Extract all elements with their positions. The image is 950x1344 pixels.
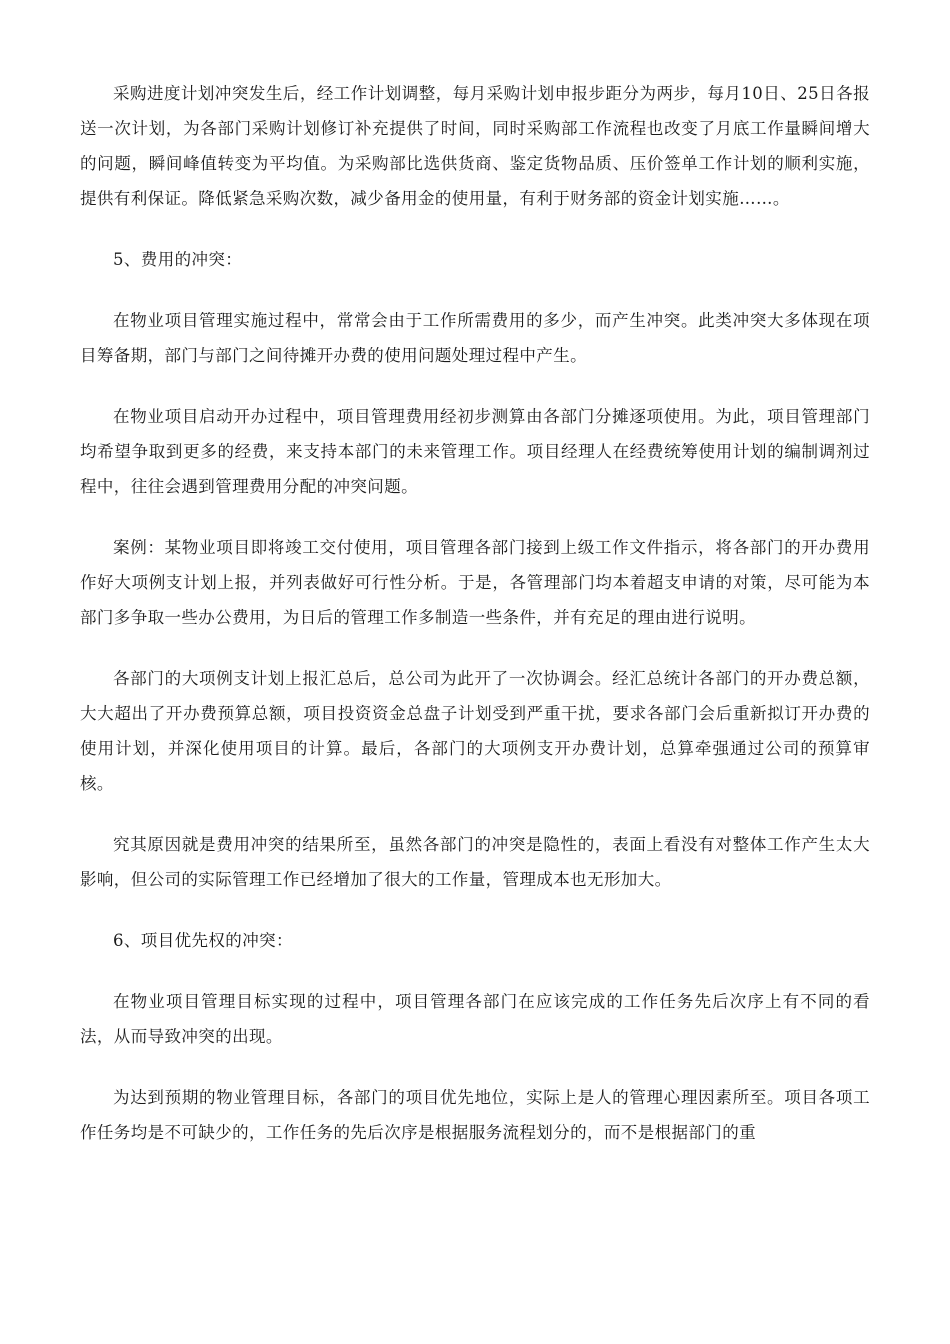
paragraph-priority-intro: 在物业项目管理目标实现的过程中，项目管理各部门在应该完成的工作任务先后次序上有不同的看法，从而导致冲突的出现。 bbox=[80, 992, 870, 1046]
section-heading-cost-conflict: 5、费用的冲突： bbox=[113, 250, 243, 269]
document-page bbox=[80, 76, 870, 1176]
paragraph-cost-conflict-intro: 在物业项目管理实施过程中，常常会由于工作所需费用的多少，而产生冲突。此类冲突大多体现在项目筹备期，部门与部门之间待摊开办费的使用问题处理过程中产生。 bbox=[80, 311, 870, 365]
paragraph-coordination-meeting: 各部门的大项例支计划上报汇总后，总公司为此开了一次协调会。经汇总统计各部门的开办费总额，大大超出了开办费预算总额，项目投资资金总盘子计划受到严重干扰，要求各部门会后重新拟订开办费的使用计划，并深化使用项目的计算。最后，各部门的大项例支开办费计划，总算牵强通过公司的预算审核。 bbox=[80, 669, 870, 793]
paragraph-priority-detail: 为达到预期的物业管理目标，各部门的项目优先地位，实际上是人的管理心理因素所至。项目各项工作任务均是不可缺少的，工作任务的先后次序是根据服务流程划分的，而不是根据部门的重 bbox=[80, 1088, 870, 1142]
paragraph-case-study: 案例：某物业项目即将竣工交付使用，项目管理各部门接到上级工作文件指示，将各部门的开办费用作好大项例支计划上报，并列表做好可行性分析。于是，各管理部门均本着超支申请的对策，尽可能为本部门多争取一些办公费用，为日后的管理工作多制造一些条件，并有充足的理由进行说明。 bbox=[80, 538, 870, 627]
paragraph-root-cause: 究其原因就是费用冲突的结果所至，虽然各部门的冲突是隐性的，表面上看没有对整体工作产生太大影响，但公司的实际管理工作已经增加了很大的工作量，管理成本也无形加大。 bbox=[80, 835, 870, 889]
section-heading-priority-conflict: 6、项目优先权的冲突： bbox=[113, 931, 293, 950]
paragraph-startup-cost: 在物业项目启动开办过程中，项目管理费用经初步测算由各部门分摊逐项使用。为此，项目管理部门均希望争取到更多的经费，来支持本部门的未来管理工作。项目经理人在经费统筹使用计划的编制调剂过程中，往往会遇到管理费用分配的冲突问题。 bbox=[80, 407, 870, 496]
paragraph-procurement-schedule: 采购进度计划冲突发生后，经工作计划调整，每月采购计划申报步距分为两步，每月10日、25日各报送一次计划，为各部门采购计划修订补充提供了时间，同时采购部工作流程也改变了月底工作量瞬间增大的问题，瞬间峰值转变为平均值。为采购部比选供货商、鉴定货物品质、压价签单工作计划的顺利实施，提供有利保证。降低紧急采购次数，减少备用金的使用量，有利于财务部的资金计划实施……。 bbox=[80, 84, 870, 208]
